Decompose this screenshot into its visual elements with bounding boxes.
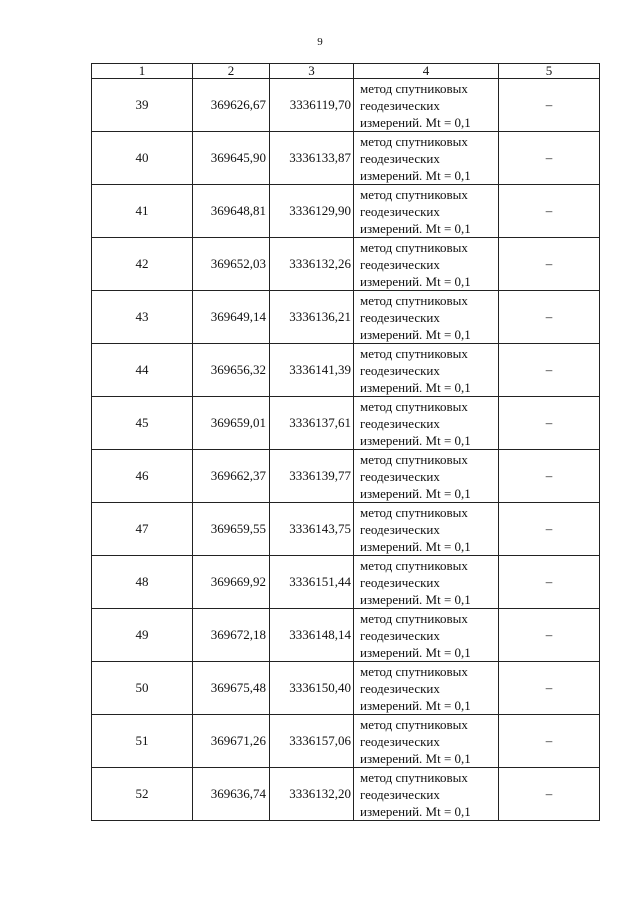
- method-line: метод спутниковых: [360, 133, 468, 149]
- point-number: 51: [92, 715, 193, 768]
- note-cell: –: [499, 556, 600, 609]
- point-number: 41: [92, 185, 193, 238]
- point-number: 39: [92, 79, 193, 132]
- point-number: 48: [92, 556, 193, 609]
- table-row: [92, 79, 600, 132]
- measurement-method: [354, 291, 499, 344]
- method-line: измерений. Mt = 0,1: [360, 220, 471, 236]
- method-line: геодезических: [360, 627, 440, 643]
- method-line: измерений. Mt = 0,1: [360, 803, 471, 819]
- measurement-method: [354, 503, 499, 556]
- measurement-method: [354, 344, 499, 397]
- note-cell: –: [499, 662, 600, 715]
- point-number: 43: [92, 291, 193, 344]
- point-number: 50: [92, 662, 193, 715]
- table-row: [92, 344, 600, 397]
- coordinate-y: 3336141,39: [270, 344, 354, 397]
- coordinate-y: 3336129,90: [270, 185, 354, 238]
- method-line: измерений. Mt = 0,1: [360, 273, 471, 289]
- method-line: геодезических: [360, 97, 440, 113]
- method-line: геодезических: [360, 680, 440, 696]
- coordinate-x: 369645,90: [193, 132, 270, 185]
- header-col-2: 2: [193, 64, 270, 79]
- coordinate-x: 369656,32: [193, 344, 270, 397]
- method-line: измерений. Mt = 0,1: [360, 485, 471, 501]
- coordinate-y: 3336151,44: [270, 556, 354, 609]
- measurement-method: [354, 132, 499, 185]
- measurement-method: [354, 768, 499, 821]
- method-line: метод спутниковых: [360, 663, 468, 679]
- method-line: метод спутниковых: [360, 398, 468, 414]
- table-row: [92, 503, 600, 556]
- coordinate-y: 3336133,87: [270, 132, 354, 185]
- point-number: 49: [92, 609, 193, 662]
- table-row: [92, 715, 600, 768]
- method-line: метод спутниковых: [360, 504, 468, 520]
- coordinate-y: 3336119,70: [270, 79, 354, 132]
- point-number: 45: [92, 397, 193, 450]
- point-number: 44: [92, 344, 193, 397]
- measurement-method: [354, 238, 499, 291]
- table-row: [92, 238, 600, 291]
- method-line: метод спутниковых: [360, 769, 468, 785]
- table-row: [92, 185, 600, 238]
- method-line: геодезических: [360, 309, 440, 325]
- table-row: [92, 556, 600, 609]
- coordinate-x: 369671,26: [193, 715, 270, 768]
- coordinate-x: 369649,14: [193, 291, 270, 344]
- method-line: геодезических: [360, 733, 440, 749]
- note-cell: –: [499, 185, 600, 238]
- method-line: метод спутниковых: [360, 239, 468, 255]
- coordinate-x: 369669,92: [193, 556, 270, 609]
- point-number: 47: [92, 503, 193, 556]
- table-header-row: [92, 64, 600, 79]
- coordinate-y: 3336157,06: [270, 715, 354, 768]
- note-cell: –: [499, 768, 600, 821]
- method-line: измерений. Mt = 0,1: [360, 379, 471, 395]
- note-cell: –: [499, 397, 600, 450]
- coordinate-y: 3336148,14: [270, 609, 354, 662]
- coordinate-x: 369626,67: [193, 79, 270, 132]
- coordinate-x: 369672,18: [193, 609, 270, 662]
- method-line: метод спутниковых: [360, 610, 468, 626]
- method-line: метод спутниковых: [360, 186, 468, 202]
- table-row: [92, 609, 600, 662]
- method-line: измерений. Mt = 0,1: [360, 538, 471, 554]
- coordinate-y: 3336136,21: [270, 291, 354, 344]
- method-line: метод спутниковых: [360, 292, 468, 308]
- method-line: геодезических: [360, 521, 440, 537]
- measurement-method: [354, 715, 499, 768]
- coordinate-x: 369652,03: [193, 238, 270, 291]
- table-row: [92, 132, 600, 185]
- coordinate-x: 369659,55: [193, 503, 270, 556]
- method-line: геодезических: [360, 150, 440, 166]
- point-number: 52: [92, 768, 193, 821]
- coordinate-y: 3336143,75: [270, 503, 354, 556]
- header-col-1: 1: [92, 64, 193, 79]
- note-cell: –: [499, 344, 600, 397]
- method-line: геодезических: [360, 203, 440, 219]
- method-line: геодезических: [360, 786, 440, 802]
- note-cell: –: [499, 715, 600, 768]
- method-line: метод спутниковых: [360, 557, 468, 573]
- method-line: измерений. Mt = 0,1: [360, 167, 471, 183]
- method-line: метод спутниковых: [360, 80, 468, 96]
- measurement-method: [354, 450, 499, 503]
- method-line: измерений. Mt = 0,1: [360, 114, 471, 130]
- method-line: геодезических: [360, 415, 440, 431]
- measurement-method: [354, 79, 499, 132]
- point-number: 42: [92, 238, 193, 291]
- table-row: [92, 397, 600, 450]
- coordinate-y: 3336132,26: [270, 238, 354, 291]
- coordinate-y: 3336132,20: [270, 768, 354, 821]
- header-col-5: 5: [499, 64, 600, 79]
- table-row: [92, 450, 600, 503]
- method-line: геодезических: [360, 574, 440, 590]
- table-row: [92, 768, 600, 821]
- method-line: геодезических: [360, 362, 440, 378]
- note-cell: –: [499, 238, 600, 291]
- coordinate-x: 369675,48: [193, 662, 270, 715]
- point-number: 40: [92, 132, 193, 185]
- coordinates-table: [91, 63, 600, 821]
- note-cell: –: [499, 132, 600, 185]
- coordinate-x: 369648,81: [193, 185, 270, 238]
- table-row: [92, 291, 600, 344]
- method-line: измерений. Mt = 0,1: [360, 697, 471, 713]
- method-line: метод спутниковых: [360, 345, 468, 361]
- coordinate-y: 3336137,61: [270, 397, 354, 450]
- measurement-method: [354, 185, 499, 238]
- coordinate-x: 369636,74: [193, 768, 270, 821]
- coordinate-x: 369662,37: [193, 450, 270, 503]
- method-line: геодезических: [360, 256, 440, 272]
- coordinate-y: 3336150,40: [270, 662, 354, 715]
- measurement-method: [354, 609, 499, 662]
- table-body: [92, 79, 600, 821]
- method-line: метод спутниковых: [360, 716, 468, 732]
- note-cell: –: [499, 79, 600, 132]
- table-row: [92, 662, 600, 715]
- method-line: измерений. Mt = 0,1: [360, 750, 471, 766]
- coordinate-x: 369659,01: [193, 397, 270, 450]
- measurement-method: [354, 556, 499, 609]
- note-cell: –: [499, 450, 600, 503]
- method-line: измерений. Mt = 0,1: [360, 326, 471, 342]
- header-col-4: 4: [354, 64, 499, 79]
- method-line: измерений. Mt = 0,1: [360, 591, 471, 607]
- page-number: 9: [317, 36, 323, 48]
- note-cell: –: [499, 609, 600, 662]
- measurement-method: [354, 662, 499, 715]
- measurement-method: [354, 397, 499, 450]
- note-cell: –: [499, 503, 600, 556]
- coordinate-y: 3336139,77: [270, 450, 354, 503]
- method-line: измерений. Mt = 0,1: [360, 644, 471, 660]
- method-line: метод спутниковых: [360, 451, 468, 467]
- method-line: геодезических: [360, 468, 440, 484]
- point-number: 46: [92, 450, 193, 503]
- note-cell: –: [499, 291, 600, 344]
- header-col-3: 3: [270, 64, 354, 79]
- method-line: измерений. Mt = 0,1: [360, 432, 471, 448]
